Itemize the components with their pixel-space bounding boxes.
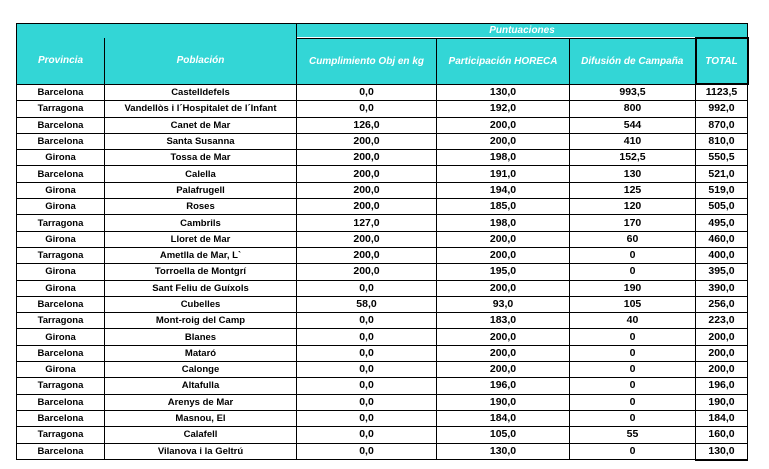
- cell-cumplimiento: 0,0: [297, 394, 437, 410]
- table-row: [17, 101, 748, 117]
- cell-poblacion: Ametlla de Mar, L`: [105, 247, 297, 263]
- table-row: [17, 166, 748, 182]
- cell-provincia: Girona: [17, 199, 105, 215]
- cell-difusion: 544: [570, 117, 696, 133]
- cell-cumplimiento: 0,0: [297, 345, 437, 361]
- cell-poblacion: Vilanova i la Geltrú: [105, 443, 297, 460]
- cell-provincia: Tarragona: [17, 101, 105, 117]
- cell-total: 550,5: [696, 150, 748, 166]
- table-row: [17, 231, 748, 247]
- cell-cumplimiento: 58,0: [297, 296, 437, 312]
- cell-total: 196,0: [696, 378, 748, 394]
- table-row: [17, 443, 748, 460]
- table-row: [17, 410, 748, 426]
- cell-provincia: Barcelona: [17, 133, 105, 149]
- cell-cumplimiento: 0,0: [297, 362, 437, 378]
- cell-participacion: 93,0: [437, 296, 570, 312]
- column-header-total: TOTAL: [696, 38, 748, 84]
- cell-total: 200,0: [696, 345, 748, 361]
- cell-cumplimiento: 200,0: [297, 150, 437, 166]
- cell-difusion: 105: [570, 296, 696, 312]
- table-row: [17, 84, 748, 101]
- cell-poblacion: Arenys de Mar: [105, 394, 297, 410]
- cell-cumplimiento: 200,0: [297, 231, 437, 247]
- column-header-poblacion: Población: [105, 38, 297, 84]
- table-row: [17, 378, 748, 394]
- cell-provincia: Tarragona: [17, 378, 105, 394]
- cell-provincia: Barcelona: [17, 410, 105, 426]
- column-header-row: [17, 38, 748, 84]
- table-row: [17, 427, 748, 443]
- cell-cumplimiento: 200,0: [297, 264, 437, 280]
- cell-poblacion: Roses: [105, 199, 297, 215]
- group-header-puntuaciones: Puntuaciones: [297, 24, 748, 39]
- cell-participacion: 195,0: [437, 264, 570, 280]
- cell-total: 870,0: [696, 117, 748, 133]
- cell-participacion: 190,0: [437, 394, 570, 410]
- table-row: [17, 264, 748, 280]
- table-row: [17, 199, 748, 215]
- cell-cumplimiento: 0,0: [297, 313, 437, 329]
- cell-participacion: 194,0: [437, 182, 570, 198]
- cell-total: 160,0: [696, 427, 748, 443]
- cell-total: 223,0: [696, 313, 748, 329]
- table-row: [17, 329, 748, 345]
- cell-participacion: 105,0: [437, 427, 570, 443]
- cell-participacion: 196,0: [437, 378, 570, 394]
- cell-participacion: 198,0: [437, 150, 570, 166]
- cell-poblacion: Mataró: [105, 345, 297, 361]
- cell-participacion: 200,0: [437, 133, 570, 149]
- cell-difusion: 125: [570, 182, 696, 198]
- table-row: [17, 150, 748, 166]
- cell-difusion: 800: [570, 101, 696, 117]
- cell-participacion: 130,0: [437, 84, 570, 101]
- cell-cumplimiento: 200,0: [297, 247, 437, 263]
- cell-provincia: Barcelona: [17, 117, 105, 133]
- cell-difusion: 40: [570, 313, 696, 329]
- cell-total: 184,0: [696, 410, 748, 426]
- cell-total: 395,0: [696, 264, 748, 280]
- cell-participacion: 183,0: [437, 313, 570, 329]
- cell-total: 519,0: [696, 182, 748, 198]
- cell-difusion: 120: [570, 199, 696, 215]
- cell-poblacion: Calella: [105, 166, 297, 182]
- cell-provincia: Girona: [17, 329, 105, 345]
- group-header-row: [17, 24, 748, 39]
- cell-provincia: Barcelona: [17, 296, 105, 312]
- cell-total: 390,0: [696, 280, 748, 296]
- cell-difusion: 0: [570, 443, 696, 460]
- cell-provincia: Girona: [17, 362, 105, 378]
- table-row: [17, 345, 748, 361]
- cell-poblacion: Altafulla: [105, 378, 297, 394]
- cell-provincia: Tarragona: [17, 313, 105, 329]
- cell-provincia: Girona: [17, 150, 105, 166]
- cell-difusion: 0: [570, 247, 696, 263]
- cell-poblacion: Calonge: [105, 362, 297, 378]
- cell-poblacion: Cubelles: [105, 296, 297, 312]
- cell-difusion: 0: [570, 329, 696, 345]
- column-header-participacion: Participación HORECA: [437, 38, 570, 84]
- cell-provincia: Girona: [17, 231, 105, 247]
- cell-poblacion: Sant Feliu de Guíxols: [105, 280, 297, 296]
- cell-cumplimiento: 0,0: [297, 280, 437, 296]
- cell-total: 200,0: [696, 362, 748, 378]
- cell-participacion: 200,0: [437, 362, 570, 378]
- cell-cumplimiento: 200,0: [297, 166, 437, 182]
- table-row: [17, 117, 748, 133]
- cell-participacion: 130,0: [437, 443, 570, 460]
- table-row: [17, 247, 748, 263]
- cell-difusion: 0: [570, 410, 696, 426]
- cell-cumplimiento: 0,0: [297, 427, 437, 443]
- cell-total: 810,0: [696, 133, 748, 149]
- cell-participacion: 200,0: [437, 117, 570, 133]
- cell-total: 992,0: [696, 101, 748, 117]
- cell-cumplimiento: 127,0: [297, 215, 437, 231]
- cell-participacion: 200,0: [437, 345, 570, 361]
- cell-poblacion: Blanes: [105, 329, 297, 345]
- cell-difusion: 0: [570, 345, 696, 361]
- cell-participacion: 184,0: [437, 410, 570, 426]
- cell-cumplimiento: 0,0: [297, 443, 437, 460]
- cell-provincia: Tarragona: [17, 215, 105, 231]
- cell-poblacion: Tossa de Mar: [105, 150, 297, 166]
- cell-poblacion: Masnou, El: [105, 410, 297, 426]
- cell-provincia: Tarragona: [17, 247, 105, 263]
- cell-cumplimiento: 0,0: [297, 378, 437, 394]
- cell-provincia: Barcelona: [17, 345, 105, 361]
- cell-difusion: 55: [570, 427, 696, 443]
- cell-poblacion: Castelldefels: [105, 84, 297, 101]
- cell-participacion: 200,0: [437, 329, 570, 345]
- cell-participacion: 191,0: [437, 166, 570, 182]
- cell-total: 495,0: [696, 215, 748, 231]
- cell-participacion: 200,0: [437, 231, 570, 247]
- cell-provincia: Girona: [17, 280, 105, 296]
- cell-poblacion: Palafrugell: [105, 182, 297, 198]
- column-header-cumplimiento: Cumplimiento Obj en kg: [297, 38, 437, 84]
- cell-total: 521,0: [696, 166, 748, 182]
- cell-difusion: 130: [570, 166, 696, 182]
- table-row: [17, 182, 748, 198]
- cell-provincia: Barcelona: [17, 394, 105, 410]
- table-row: [17, 313, 748, 329]
- cell-total: 505,0: [696, 199, 748, 215]
- cell-difusion: 152,5: [570, 150, 696, 166]
- column-header-difusion: Difusión de Campaña: [570, 38, 696, 84]
- table-row: [17, 296, 748, 312]
- cell-participacion: 192,0: [437, 101, 570, 117]
- cell-provincia: Barcelona: [17, 166, 105, 182]
- table-row: [17, 362, 748, 378]
- cell-total: 460,0: [696, 231, 748, 247]
- cell-poblacion: Canet de Mar: [105, 117, 297, 133]
- cell-difusion: 60: [570, 231, 696, 247]
- cell-difusion: 0: [570, 378, 696, 394]
- cell-difusion: 410: [570, 133, 696, 149]
- cell-provincia: Barcelona: [17, 84, 105, 101]
- table-body: [17, 84, 748, 460]
- cell-cumplimiento: 0,0: [297, 329, 437, 345]
- cell-total: 256,0: [696, 296, 748, 312]
- cell-cumplimiento: 200,0: [297, 182, 437, 198]
- cell-provincia: Tarragona: [17, 427, 105, 443]
- cell-provincia: Barcelona: [17, 443, 105, 460]
- cell-provincia: Girona: [17, 182, 105, 198]
- cell-poblacion: Cambrils: [105, 215, 297, 231]
- cell-provincia: Girona: [17, 264, 105, 280]
- cell-total: 130,0: [696, 443, 748, 460]
- cell-cumplimiento: 200,0: [297, 133, 437, 149]
- cell-total: 1123,5: [696, 84, 748, 101]
- cell-poblacion: Vandellòs i l´Hospitalet de l´Infant: [105, 101, 297, 117]
- cell-participacion: 200,0: [437, 247, 570, 263]
- cell-cumplimiento: 126,0: [297, 117, 437, 133]
- cell-poblacion: Calafell: [105, 427, 297, 443]
- cell-total: 190,0: [696, 394, 748, 410]
- cell-difusion: 0: [570, 362, 696, 378]
- column-header-provincia: Provincia: [17, 38, 105, 84]
- cell-difusion: 170: [570, 215, 696, 231]
- cell-poblacion: Mont-roig del Camp: [105, 313, 297, 329]
- cell-cumplimiento: 0,0: [297, 410, 437, 426]
- cell-participacion: 185,0: [437, 199, 570, 215]
- cell-difusion: 0: [570, 394, 696, 410]
- table-row: [17, 394, 748, 410]
- cell-cumplimiento: 200,0: [297, 199, 437, 215]
- table-row: [17, 133, 748, 149]
- cell-difusion: 190: [570, 280, 696, 296]
- cell-participacion: 198,0: [437, 215, 570, 231]
- table-row: [17, 280, 748, 296]
- cell-poblacion: Lloret de Mar: [105, 231, 297, 247]
- cell-cumplimiento: 0,0: [297, 84, 437, 101]
- cell-cumplimiento: 0,0: [297, 101, 437, 117]
- cell-poblacion: Santa Susanna: [105, 133, 297, 149]
- table-row: [17, 215, 748, 231]
- header-blank: [17, 24, 297, 39]
- cell-difusion: 993,5: [570, 84, 696, 101]
- cell-difusion: 0: [570, 264, 696, 280]
- cell-participacion: 200,0: [437, 280, 570, 296]
- cell-total: 200,0: [696, 329, 748, 345]
- cell-poblacion: Torroella de Montgrí: [105, 264, 297, 280]
- scores-table: [16, 23, 749, 461]
- cell-total: 400,0: [696, 247, 748, 263]
